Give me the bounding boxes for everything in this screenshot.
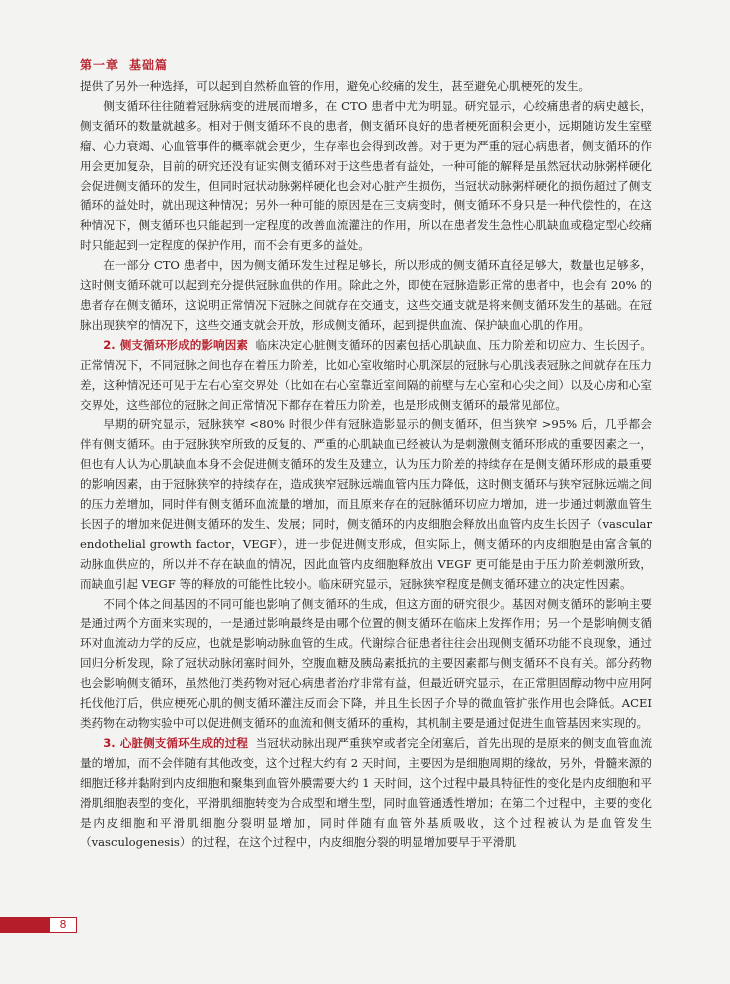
paragraph: 3. 心脏侧支循环生成的过程 当冠状动脉出现严重狭窄或者完全闭塞后，首先出现的是原来的侧支血管血流量的增加，而不会伴随有其他改变，这个过程大约有 2 天时间，主要因为是细胞周期的缘故，另外，骨髓来源的细胞迁移并黏附到内皮细胞和聚集到血管外膜需要大约 1 天时间，这个过程中最具特征性的变化是内皮细胞和平滑肌细胞表型的变化，平滑肌细胞转变为合成型和增生型，同时血管通透性增加；在第二个过程中，主要的变化是内皮细胞和平滑肌细胞分裂明显增加，同时伴随有血管外基质吸收，这个过程被认为是血管发生（vasculogenesis）的过程，在这个过程中，内皮细胞分裂的明显增加要早于平滑肌 xyxy=(80,735,652,850)
paragraph: 提供了另外一种选择，可以起到自然桥血管的作用，避免心绞痛的发生，甚至避免心肌梗死的发生。 xyxy=(80,79,591,93)
paragraph: 侧支循环往往随着冠脉病变的进展而增多，在 CTO 患者中尤为明显。研究显示，心绞痛患者的病史越长，侧支循环的数量就越多。相对于侧支循环不良的患者，侧支循环良好的患者梗死面积会更小，远期随访发生室壁瘤、心力衰竭、心血管事件的概率就会更少，生存率也会得到改善。对于更为严重的冠心病患者，侧支循环的作用会更加复杂，目前的研究还没有证实侧支循环对于这些患者有益处，一种可能的解释是虽然冠状动脉粥样硬化会促进侧支循环的发生，但同时冠状动脉粥样硬化也会对心脏产生损伤，当冠状动脉粥样硬化的损伤超过了侧支循环的益处时，就出现这种情况；另外一种可能的原因是在三支病变时，侧支循环不身只是一种代偿性的，在这种情况下，侧支循环也只能起到一定程度的改善血流灌注的作用，所以在患者发生急性心肌缺血或稳定型心绞痛时只能起到一定程度的保护作用，而不会有更多的益处。 xyxy=(80,98,652,253)
paragraph: 2. 侧支循环形成的影响因素 临床决定心脏侧支循环的因素包括心肌缺血、压力阶差和切应力、生长因子。正常情况下，不同冠脉之间也存在着压力阶差，比如心室收缩时心肌深层的冠脉与心肌浅表冠脉之间就存在压力差，这种情况还可见于左右心室交界处（比如在右心室靠近室间隔的前壁与左心室和心尖之间）以及心房和心室交界处，这些部位的冠脉之间正常情况下都存在着压力阶差，也是形成侧支循环的最常见部位。 xyxy=(80,337,652,412)
chapter-header xyxy=(80,56,168,73)
page-number: 8 xyxy=(49,917,77,933)
section-heading: 3. 心脏侧支循环生成的过程 xyxy=(103,735,249,750)
section-heading: 2. 侧支循环形成的影响因素 xyxy=(103,337,249,352)
part-label: 基础篇 xyxy=(129,58,169,72)
paragraph: 不同个体之间基因的不同可能也影响了侧支循环的生成，但这方面的研究很少。基因对侧支循环的影响主要是通过两个方面来实现的，一是通过影响最终是由哪个位置的侧支循环在临床上发挥作用；另一个是影响侧支循环对血流动力学的反应，也就是影响动脉血管的生成。代谢综合征患者往往会出现侧支循环功能不良现象，通过回归分析发现，除了冠状动脉闭塞时间外，空腹血糖及胰岛素抵抗的主要因素都与侧支循环不良有关。部分药物也会影响侧支循环，虽然他汀类药物对冠心病患者治疗非常有益，但最近研究显示，在正常胆固醇动物中应用阿托伐他汀后，供应梗死心肌的侧支循环灌注反而会下降，并且生长因子介导的微血管扩张作用也会降低。ACEI 类药物在动物实验中可以促进侧支循环的血流和侧支循环的重构，其机制主要是通过促进生血管基因来实现的。 xyxy=(80,596,652,730)
paragraph: 早期的研究显示，冠脉狭窄 <80% 时很少伴有冠脉造影显示的侧支循环，但当狭窄 >95% 后，几乎都会伴有侧支循环。由于冠脉狭窄所致的反复的、严重的心肌缺血已经被认为是刺激侧支循环形成的重要因素之一，但也有人认为心肌缺血本身不会促进侧支循环的发生及建立，认为压力阶差的持续存在是侧支循环形成的最重要的影响因素，由于冠脉狭窄的持续存在，造成狭窄冠脉远端血管内压力降低，这时侧支循环与狭窄冠脉远端之间的压力差增加，同时伴有侧支循环血流量的增加，而且原来存在的冠脉循环切应力增加，进一步通过刺激血管生长因子的增加来促进侧支循环的发生、发展；同时，侧支循环的内皮细胞会释放出血管内皮生长因子（vascular endothelial growth factor，VEGF），进一步促进侧支形成，但实际上，侧支循环的内皮细胞是由富含氧的动脉血供应的，所以并不存在缺血的情况，因此血管内皮细胞释放出 VEGF 更可能是由于压力阶差刺激所致，而缺血引起 VEGF 等的释放的可能性比较小。临床研究显示，冠脉狭窄程度是侧支循环建立的决定性因素。 xyxy=(80,417,652,591)
body-text xyxy=(80,77,652,853)
chapter-label: 第一章 xyxy=(80,58,120,72)
paragraph: 在一部分 CTO 患者中，因为侧支循环发生过程足够长，所以形成的侧支循环直径足够大，数量也足够多，这时侧支循环就可以起到充分提供冠脉血供的作用。除此之外，即使在冠脉造影正常的患者中，也会有 20% 的患者存在侧支循环，这说明正常情况下冠脉之间就存在交通支，这些交通支就是将来侧支循环发生的基础。在冠脉出现狭窄的情况下，这些交通支就会开放，形成侧支循环，起到提供血流、保护缺血心肌的作用。 xyxy=(80,258,652,332)
